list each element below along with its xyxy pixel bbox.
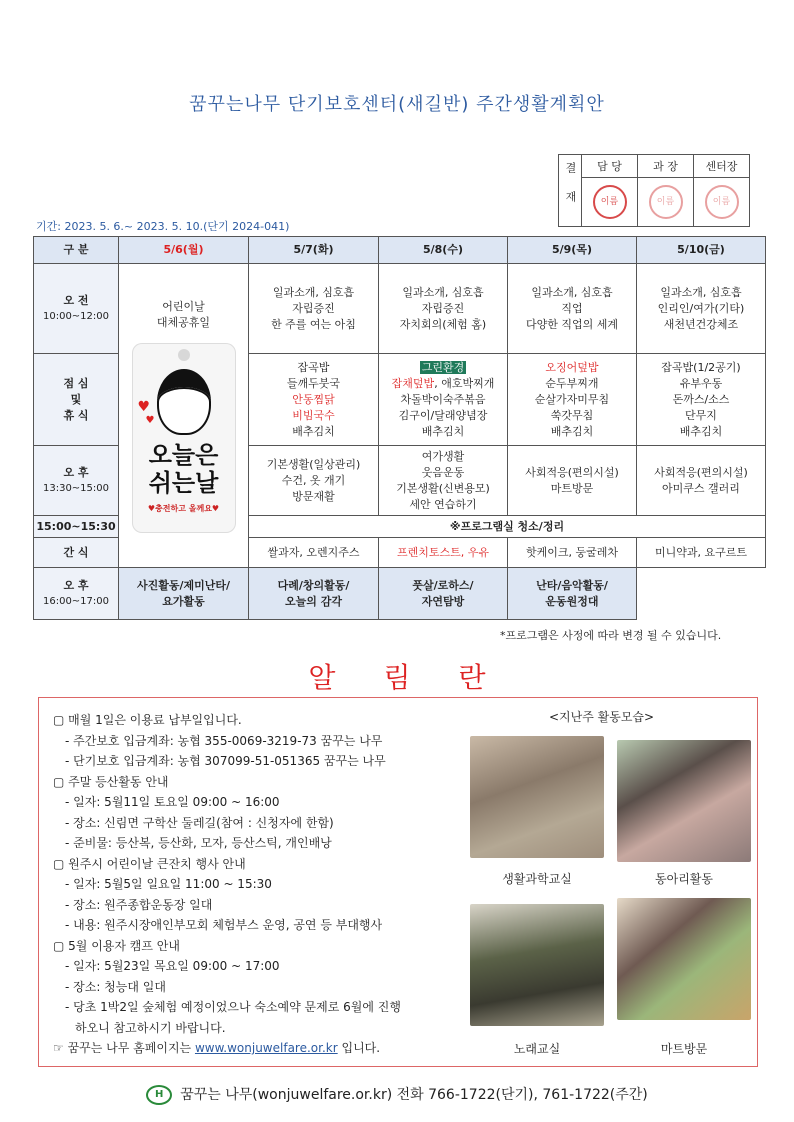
cell-line: 다례/창의활동/	[277, 578, 350, 592]
cell-line: 요가활동	[162, 594, 205, 608]
organization-logo-icon: H	[146, 1085, 172, 1105]
approval-role: 과 장	[638, 155, 694, 178]
cell-line: 자립증진	[421, 301, 465, 315]
homepage-link[interactable]: www.wonjuwelfare.or.kr	[194, 1041, 338, 1055]
menu-item: 안동찜닭	[292, 392, 335, 406]
cell-line: 기본생활(신변용모)	[396, 481, 490, 495]
cell-line: 일과소개, 심호흡	[660, 285, 742, 299]
lunch-fri	[637, 354, 766, 446]
cell-line: 세안 연습하기	[409, 497, 477, 511]
activity-photo	[617, 740, 751, 862]
photo-caption: 생활과학교실	[502, 872, 572, 886]
approval-sign	[582, 178, 638, 227]
header-cell: 5/6(월)	[119, 237, 249, 264]
row-label-text: 및	[70, 392, 82, 406]
notice-line: - 일자: 5월23일 목요일 09:00 ~ 17:00	[65, 959, 280, 973]
seal-stamp: 이름	[705, 185, 739, 219]
seal-stamp: 이름	[649, 185, 683, 219]
footer-text: 꿈꾸는 나무(wonjuwelfare.or.kr) 전화 766-1722(단기), 761-1722(주간)	[180, 1087, 648, 1103]
menu-item: 유부우동	[679, 376, 723, 390]
seal-stamp: 이름	[593, 185, 627, 219]
afternoon-wed	[379, 446, 508, 516]
cell-line: 사진활동/제미난타/	[136, 578, 231, 592]
notice-board-title: 알림란	[308, 661, 534, 694]
lunch-wed: 그린환경 잡채덮밥, 애호박찌개 차돌박이숙주볶음 김구이/달래양념장 배추김치	[379, 354, 508, 446]
notice-board	[38, 697, 758, 1067]
menu-item: 배추김치	[550, 424, 594, 438]
notice-line: ▢ 주말 등산활동 안내	[53, 774, 169, 789]
notice-line: ▢ 원주시 어린이날 큰잔치 행사 안내	[53, 856, 246, 871]
cleanup-text: ※프로그램실 청소/정리	[249, 516, 766, 538]
notice-line: - 내용: 원주시장애인부모회 체험부스 운영, 공연 등 부대행사	[65, 918, 383, 932]
photo-caption: 마트방문	[660, 1042, 708, 1056]
schedule-header-row	[34, 237, 766, 264]
cell-line: 자립증진	[292, 301, 335, 315]
morning-fri	[637, 264, 766, 354]
cell-line: 난타/음악활동/	[536, 578, 608, 592]
photo-caption: 노래교실	[513, 1042, 561, 1056]
afternoon-thu	[508, 446, 637, 516]
menu-badge: 그린환경	[421, 360, 465, 374]
notice-line: - 단기보호 입금계좌: 농협 307099-51-051365 꿈꾸는 나무	[65, 754, 386, 768]
menu-item: 배추김치	[679, 424, 723, 438]
afternoon-tue	[249, 446, 379, 516]
menu-item: 오징어덮밥	[545, 360, 599, 374]
late-fri	[508, 568, 637, 620]
cell-line: 마트방문	[550, 481, 594, 495]
menu-item: 차돌박이숙주볶음	[400, 392, 486, 406]
cell-line: 일과소개, 심호흡	[272, 285, 355, 299]
activity-photo	[617, 898, 751, 1020]
cell-line: 새천년건강체조	[663, 317, 739, 331]
header-cell: 5/8(수)	[379, 237, 508, 264]
tag-hole	[178, 349, 190, 361]
approval-box	[558, 154, 750, 227]
schedule-note: *프로그램은 사정에 따라 변경 될 수 있습니다.	[500, 629, 722, 642]
header-cell: 5/10(금)	[637, 237, 766, 264]
header-cell: 5/9(목)	[508, 237, 637, 264]
menu-item: 순살가자미무침	[534, 392, 610, 406]
cell-line: 수건, 옷 개기	[281, 473, 346, 487]
approval-role: 담 당	[582, 155, 638, 178]
period-text: 기간: 2023. 5. 6.~ 2023. 5. 10.(단기 2024-041)	[36, 220, 290, 233]
morning-wed	[379, 264, 508, 354]
menu-item: 잡채덮밥	[391, 376, 435, 390]
heart-icon: ♥	[145, 414, 155, 426]
cell-line: 다양한 직업의 세계	[525, 317, 618, 331]
heart-icon: ♥	[137, 398, 151, 415]
menu-item: 잡곡밥(1/2공기)	[661, 360, 741, 374]
homepage-line	[53, 1038, 401, 1059]
snack-thu: 핫케이크, 둥굴레차	[508, 538, 637, 568]
cell-line: 웃음운동	[421, 465, 465, 479]
cell-line: 일과소개, 심호흡	[402, 285, 484, 299]
row-label	[34, 354, 119, 446]
row-label: 간 식	[34, 538, 119, 568]
row-label-text: 오 후	[63, 578, 89, 592]
notice-line: - 일자: 5월11일 토요일 09:00 ~ 16:00	[65, 795, 280, 809]
row-time: 10:00~12:00	[42, 310, 109, 322]
row-label-text: 점 심	[63, 376, 89, 390]
holiday-cell	[119, 264, 249, 568]
row-label-text: 오 전	[63, 293, 89, 307]
cell-line: 일과소개, 심호흡	[531, 285, 613, 299]
holiday-line1: 어린이날	[162, 299, 205, 313]
menu-item: 단무지	[685, 408, 717, 422]
page-title: 꿈꾸는나무 단기보호센터(새길반) 주간생활계획안	[189, 94, 605, 115]
cell-line: 직업	[561, 301, 583, 315]
homepage-suffix: 입니다.	[341, 1041, 381, 1055]
cell-line: 기본생활(일상관리)	[266, 457, 361, 471]
weekly-schedule	[33, 236, 766, 620]
photo-caption: 동아리활동	[655, 872, 713, 886]
sleeping-face-icon	[157, 369, 211, 435]
approval-role: 센터장	[694, 155, 750, 178]
menu-item: 애호박찌개	[441, 376, 495, 390]
notice-line: ▢ 5월 이용자 캠프 안내	[53, 938, 180, 953]
cell-line: 자치회의(체험 홈)	[399, 317, 487, 331]
menu-item: 비빔국수	[292, 408, 335, 422]
notice-line: - 당초 1박2일 숲체험 예정이었으나 숙소예약 문제로 6월에 진행	[65, 1000, 401, 1014]
notice-line: - 장소: 원주종합운동장 일대	[65, 897, 213, 912]
late-tue	[119, 568, 249, 620]
cell-line: 운동원정대	[545, 594, 599, 608]
notice-line: - 주간보호 입금계좌: 농협 355-0069-3219-73 꿈꾸는 나무	[65, 733, 383, 748]
row-label	[34, 264, 119, 354]
lunch-tue	[249, 354, 379, 446]
tag-subline: ♥충전하고 올께요♥	[147, 503, 220, 513]
late-thu	[379, 568, 508, 620]
menu-item: 돈까스/소스	[672, 392, 730, 406]
tag-headline: 오늘은 쉬는날	[148, 440, 219, 497]
row-label	[34, 568, 119, 620]
menu-item: 배추김치	[421, 424, 465, 438]
cell-line: 방문재활	[292, 489, 335, 503]
cell-line: 자연탐방	[421, 594, 465, 608]
notice-list	[53, 710, 401, 1059]
snack-wed: 프렌치토스트, 우유	[379, 538, 508, 568]
notice-line: - 일자: 5월5일 일요일 11:00 ~ 15:30	[65, 877, 272, 891]
row-label	[34, 446, 119, 516]
gallery-title: <지난주 활동모습>	[549, 710, 655, 724]
approval-sign	[694, 178, 750, 227]
activity-photo	[470, 904, 604, 1026]
menu-item: 배추김치	[292, 424, 335, 438]
cell-line: 오늘의 감각	[285, 594, 342, 608]
morning-tue	[249, 264, 379, 354]
row-label-text: 휴 식	[63, 408, 89, 422]
row-label-text: 오 후	[63, 465, 89, 479]
snack-fri: 미니약과, 요구르트	[637, 538, 766, 568]
lunch-thu	[508, 354, 637, 446]
activity-photo	[470, 736, 604, 858]
footer	[0, 1084, 794, 1105]
cell-line: 인리인/여가(기타)	[657, 301, 745, 315]
morning-thu	[508, 264, 637, 354]
cell-line: 풋살/로하스/	[412, 578, 474, 592]
row-label: 15:00~15:30	[34, 516, 119, 538]
snack-tue: 쌀과자, 오렌지주스	[249, 538, 379, 568]
notice-line: - 장소: 청능대 일대	[65, 979, 166, 994]
notice-line: ▢ 매월 1일은 이용료 납부일입니다.	[53, 713, 242, 727]
approval-sign	[638, 178, 694, 227]
cell-line: 한 주를 여는 아침	[271, 317, 356, 331]
cell-line: 사회적응(편의시설)	[654, 465, 748, 479]
afternoon-fri	[637, 446, 766, 516]
homepage-prefix: ☞ 꿈꾸는 나무 홈페이지는	[53, 1041, 192, 1055]
late-wed	[249, 568, 379, 620]
row-time: 13:30~15:00	[42, 482, 109, 494]
notice-line: 하오니 참고하시기 바랍니다.	[75, 1020, 226, 1035]
row-time: 16:00~17:00	[42, 595, 109, 607]
cell-line: 아미쿠스 갤러리	[662, 481, 740, 495]
header-cell: 구 분	[34, 237, 119, 264]
menu-item: 김구이/달래양념장	[398, 408, 488, 422]
header-cell: 5/7(화)	[249, 237, 379, 264]
menu-item: 쑥갓무침	[550, 408, 594, 422]
morning-row	[34, 264, 766, 354]
notice-line: - 장소: 신림면 구학산 둘레길(참여 : 신청자에 한함)	[65, 815, 334, 830]
approval-label: 결재	[559, 155, 582, 227]
rest-day-tag	[132, 343, 236, 533]
menu-item: 들깨두붓국	[286, 376, 341, 390]
cell-line: 여가생활	[421, 449, 465, 463]
cell-line: 사회적응(편의시설)	[525, 465, 619, 479]
holiday-line2: 대체공휴일	[156, 315, 211, 329]
late-afternoon-row	[34, 568, 766, 620]
menu-item: 순두부찌개	[545, 376, 599, 390]
menu-item: 잡곡밥	[297, 360, 330, 374]
notice-line: - 준비물: 등산복, 등산화, 모자, 등산스틱, 개인배낭	[65, 836, 332, 850]
